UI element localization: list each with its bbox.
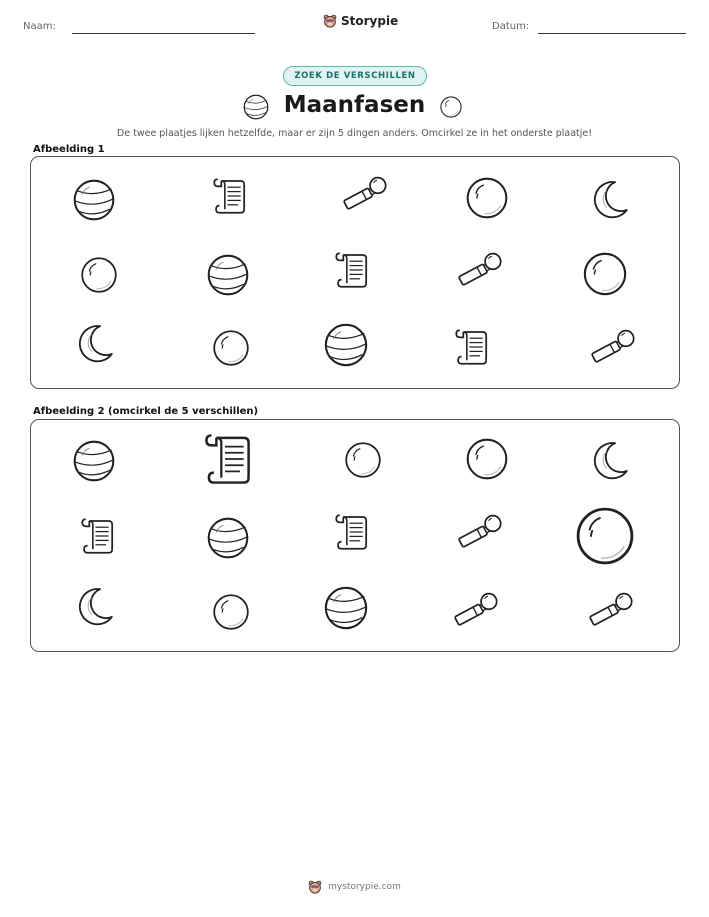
- telescope-icon[interactable]: [449, 590, 501, 632]
- activity-badge: ZOEK DE VERSCHILLEN: [283, 66, 427, 86]
- scroll-icon[interactable]: [199, 428, 261, 490]
- crescent-moon-icon[interactable]: [589, 177, 631, 221]
- name-line[interactable]: [72, 33, 255, 34]
- telescope-icon[interactable]: [453, 512, 505, 554]
- scroll-icon[interactable]: [451, 325, 495, 369]
- telescope-icon[interactable]: [584, 590, 636, 632]
- picture2-label: Afbeelding 2 (omcirkel de 5 verschillen): [33, 406, 259, 417]
- full-moon-icon[interactable]: [464, 436, 510, 482]
- striped-moon-icon[interactable]: [322, 321, 370, 369]
- striped-moon-icon[interactable]: [205, 252, 251, 298]
- full-moon-icon[interactable]: [211, 328, 251, 368]
- storypie-bear-icon: [323, 14, 337, 28]
- striped-moon-icon[interactable]: [322, 584, 370, 632]
- storypie-bear-icon: [308, 880, 322, 894]
- crescent-moon-icon[interactable]: [74, 584, 116, 628]
- full-moon-icon[interactable]: [581, 250, 629, 298]
- telescope-icon[interactable]: [453, 250, 505, 292]
- picture2-panel: [30, 419, 680, 652]
- telescope-icon[interactable]: [586, 327, 638, 369]
- full-moon-icon[interactable]: [79, 255, 119, 295]
- footer-url[interactable]: mystorypie.com: [328, 882, 401, 892]
- brand-logo: [323, 14, 398, 28]
- crescent-moon-icon[interactable]: [74, 321, 116, 365]
- footer: [0, 880, 709, 894]
- picture1-label: Afbeelding 1: [33, 144, 105, 155]
- telescope-icon[interactable]: [338, 174, 390, 216]
- instructions: De twee plaatjes lijken hetzelfde, maar er zijn 5 dingen anders. Omcirkel ze in het onderste plaatje!: [116, 128, 593, 139]
- scroll-icon[interactable]: [209, 174, 253, 218]
- brand-name: Storypie: [341, 14, 399, 28]
- striped-moon-icon[interactable]: [71, 438, 117, 484]
- striped-moon-icon[interactable]: [71, 177, 117, 223]
- date-label: Datum:: [492, 21, 530, 32]
- date-line[interactable]: [538, 33, 686, 34]
- full-moon-icon: [439, 95, 463, 119]
- full-moon-icon[interactable]: [343, 440, 383, 480]
- striped-moon-icon[interactable]: [205, 515, 251, 561]
- picture1-panel: [30, 156, 680, 389]
- full-moon-icon[interactable]: [464, 175, 510, 221]
- name-label: Naam:: [23, 21, 56, 32]
- crescent-moon-icon[interactable]: [589, 438, 631, 482]
- scroll-icon[interactable]: [331, 510, 375, 554]
- scroll-icon[interactable]: [77, 514, 121, 558]
- page-title: Maanfasen: [283, 92, 426, 118]
- full-moon-icon[interactable]: [211, 592, 251, 632]
- full-moon-icon[interactable]: [573, 504, 637, 568]
- scroll-icon[interactable]: [331, 248, 375, 292]
